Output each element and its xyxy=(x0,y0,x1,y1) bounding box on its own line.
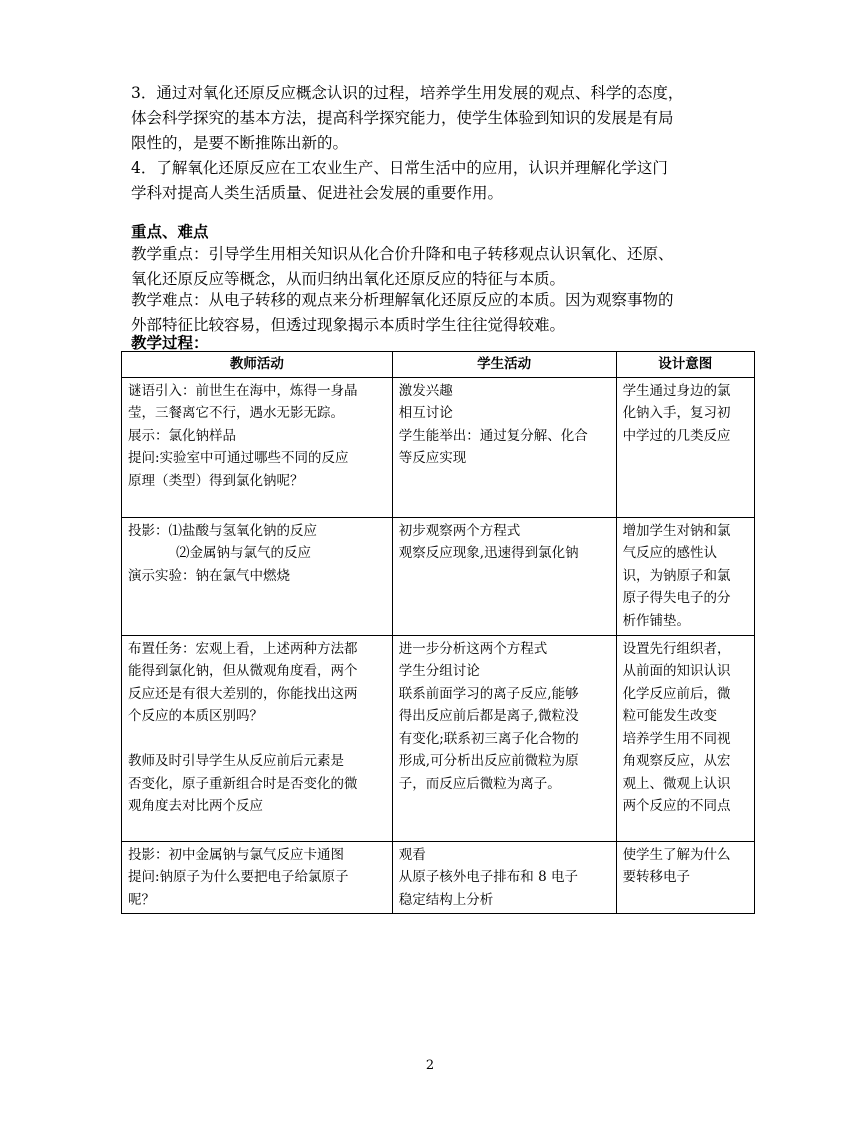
text-line: 激发兴趣 xyxy=(398,382,453,399)
text-line: 进一步分析这两个方程式 xyxy=(398,640,548,657)
teacher-activity-cell xyxy=(122,635,393,841)
text-line: 设置先行组织者， xyxy=(622,640,731,657)
text-line: 氧化还原反应等概念，从而归纳出氧化还原反应的特征与本质。 xyxy=(131,270,566,288)
header-student-activity: 学生活动 xyxy=(392,352,616,378)
text-line: 原理（类型）得到氯化钠呢？ xyxy=(128,472,304,489)
text-line: 有变化;联系初三离子化合物的 xyxy=(398,730,579,747)
text-line: 化学反应前后，微 xyxy=(622,685,731,702)
text-line: 教师及时引导学生从反应前后元素是 xyxy=(128,753,344,769)
text-line: 否变化，原子重新组合时是否变化的微 xyxy=(128,775,358,792)
text-line: 中学过的几类反应 xyxy=(622,427,731,444)
text-line: 使学生了解为什么 xyxy=(622,846,731,863)
text-line: 演示实验：钠在氯气中燃烧 xyxy=(128,567,290,584)
text-line: 子，而反应后微粒为离子。 xyxy=(398,775,561,792)
text-line: 展示：氯化钠样品 xyxy=(128,427,236,444)
text-line: 要转移电子 xyxy=(622,869,691,885)
table-row xyxy=(122,635,755,841)
text-line: 学科对提高人类生活质量、促进社会发展的重要作用。 xyxy=(131,184,504,202)
teacher-activity-cell xyxy=(122,841,393,914)
page-number: 2 xyxy=(425,1058,435,1073)
text-line: 投影：⑴盐酸与氢氧化钠的反应 xyxy=(128,522,317,539)
text-line: 莹，三餐离它不行，遇水无影无踪。 xyxy=(128,405,344,421)
table-header-row xyxy=(122,352,755,378)
text-line: 体会科学探究的基本方法，提高科学探究能力，使学生体验到知识的发展是有局 xyxy=(131,109,674,127)
paragraph-gap xyxy=(128,728,386,751)
text-line: 培养学生用不同视 xyxy=(622,730,731,747)
objective-item-3 xyxy=(131,81,761,156)
text-line: 得出反应前后都是离子,微粒没 xyxy=(398,708,579,724)
text-line: 等反应实现 xyxy=(398,450,467,466)
text-line: 学生能举出：通过复分解、化合 xyxy=(398,427,588,444)
student-activity-cell xyxy=(392,841,616,914)
text-line: 相互讨论 xyxy=(398,405,453,421)
text-line: 谜语引入：前世生在海中，炼得一身晶 xyxy=(128,382,358,399)
text-line: 投影：初中金属钠与氯气反应卡通图 xyxy=(128,846,344,863)
text-line: 限性的，是要不断推陈出新的。 xyxy=(131,134,349,152)
text-line: 粒可能发生改变 xyxy=(622,708,718,724)
text-line: 稳定结构上分析 xyxy=(398,891,494,908)
text-line: 增加学生对钠和氯 xyxy=(622,522,731,539)
teacher-activity-cell xyxy=(122,377,393,517)
student-activity-cell xyxy=(392,517,616,635)
text-line: 初步观察两个方程式 xyxy=(398,522,521,539)
table-row xyxy=(122,517,755,635)
text-line: 能得到氯化钠，但从微观角度看，两个 xyxy=(128,663,358,679)
text-line: 角观察反应，从宏 xyxy=(622,753,731,769)
text-line: 观角度去对比两个反应 xyxy=(128,798,263,814)
text-line: 外部特征比较容易，但透过现象揭示本质时学生往往觉得较难。 xyxy=(131,316,566,334)
key-points-heading: 重点、难点 xyxy=(131,222,209,241)
text-line: ⑵金属钠与氯气的反应 xyxy=(176,545,311,561)
text-line: 3．通过对氧化还原反应概念认识的过程，培养学生用发展的观点、科学的态度， xyxy=(131,84,684,102)
text-line: 提问:实验室中可通过哪些不同的反应 xyxy=(128,450,349,466)
process-heading: 教学过程： xyxy=(131,333,209,352)
header-teacher-activity: 教师活动 xyxy=(122,352,393,378)
text-line: 反应还是有很大差别的，你能找出这两 xyxy=(128,685,358,702)
text-line: 提问:钠原子为什么要把电子给氯原子 xyxy=(128,869,349,885)
design-intent-cell xyxy=(616,841,754,914)
text-line: 4．了解氧化还原反应在工农业生产、日常生活中的应用，认识并理解化学这门 xyxy=(131,159,668,177)
text-line: 观察反应现象,迅速得到氯化钠 xyxy=(398,545,579,561)
text-line: 联系前面学习的离子反应,能够 xyxy=(398,685,579,702)
header-design-intent: 设计意图 xyxy=(616,352,754,378)
teaching-focus xyxy=(131,242,761,292)
student-activity-cell xyxy=(392,377,616,517)
text-line: 析作铺垫。 xyxy=(622,612,691,629)
design-intent-cell xyxy=(616,517,754,635)
student-activity-cell xyxy=(392,635,616,841)
text-line: 布置任务：宏观上看，上述两种方法都 xyxy=(128,640,358,657)
text-line: 观看 xyxy=(398,846,426,863)
text-line: 化钠入手，复习初 xyxy=(622,405,731,421)
text-line: 呢？ xyxy=(128,891,155,908)
text-line: 教学难点：从电子转移的观点来分析理解氧化还原反应的本质。因为观察事物的 xyxy=(131,291,674,309)
design-intent-cell xyxy=(616,635,754,841)
objective-item-4 xyxy=(131,156,761,206)
text-line: 两个反应的不同点 xyxy=(622,798,731,814)
teacher-activity-cell xyxy=(122,517,393,635)
lesson-process-table xyxy=(121,351,755,914)
text-line: 学生分组讨论 xyxy=(398,663,480,679)
text-line: 从原子核外电子排布和 8 电子 xyxy=(398,869,578,885)
text-line: 从前面的知识认识 xyxy=(622,663,731,679)
design-intent-cell xyxy=(616,377,754,517)
text-line: 观上、微观上认识 xyxy=(622,775,731,792)
table-row xyxy=(122,841,755,914)
text-line: 学生通过身边的氯 xyxy=(622,382,731,399)
text-line: 形成,可分析出反应前微粒为原 xyxy=(398,753,579,769)
table-row xyxy=(122,377,755,517)
text-line: 气反应的感性认 xyxy=(622,545,718,561)
text-line: 教学重点：引导学生用相关知识从化合价升降和电子转移观点认识氧化、还原、 xyxy=(131,245,674,263)
text-line: 个反应的本质区别吗？ xyxy=(128,708,263,724)
text-line: 识，为钠原子和氯 xyxy=(622,567,731,584)
text-line: 原子得失电子的分 xyxy=(622,590,731,606)
